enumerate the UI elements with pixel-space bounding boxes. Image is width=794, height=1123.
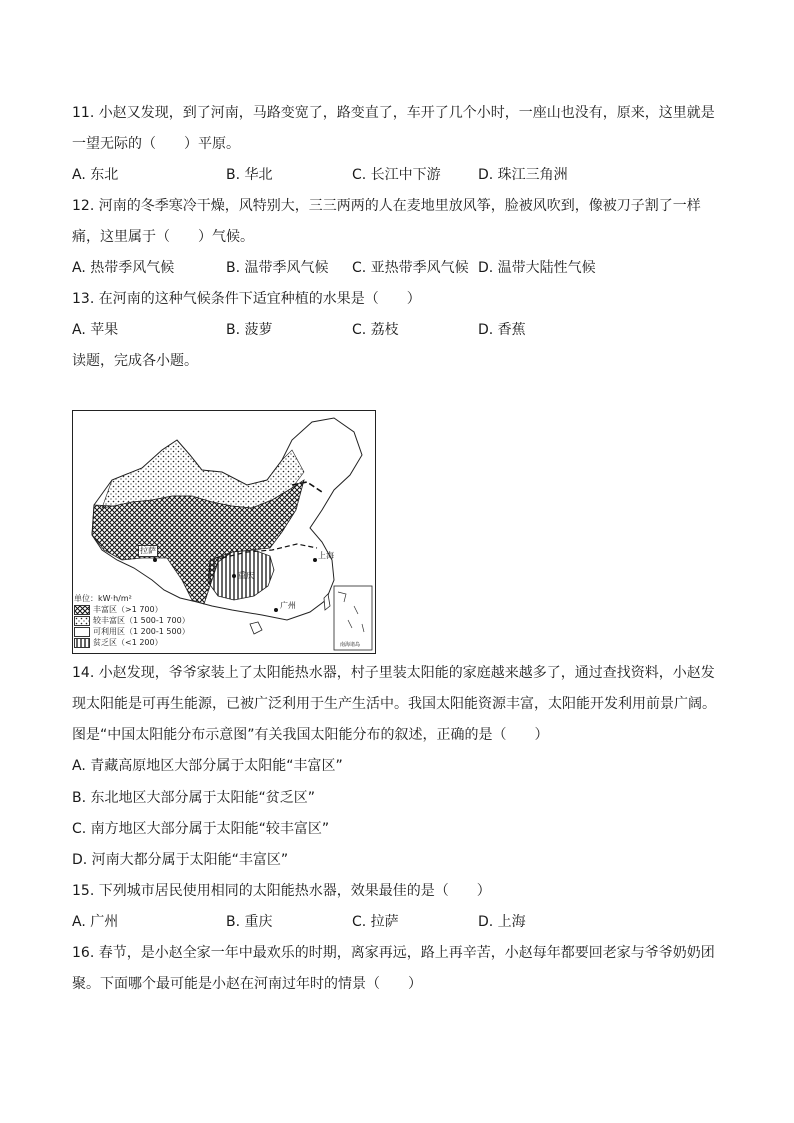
legend-swatch-cross bbox=[74, 605, 90, 615]
q13-stem: 13. 在河南的这种气候条件下适宜种植的水果是（ ） bbox=[72, 291, 421, 307]
q14-stem-line1: 14. 小赵发现，爷爷家装上了太阳能热水器，村子里装太阳能的家庭越来越多了，通过查找资料，小赵发 bbox=[72, 665, 715, 681]
legend-label-relatively-rich: 较丰富区（1 500-1 700） bbox=[93, 615, 190, 625]
lhasa-marker bbox=[153, 558, 157, 562]
legend-swatch-vlines bbox=[74, 638, 90, 648]
q13-option-b[interactable]: B. 菠萝 bbox=[226, 322, 273, 338]
q15-option-c[interactable]: C. 拉萨 bbox=[352, 914, 399, 930]
q14-stem-line2: 现太阳能是可再生能源，已被广泛利用于生产生活中。我国太阳能资源丰富，太阳能开发利用前景广阔。 bbox=[72, 696, 716, 712]
chongqing-label: 重庆 bbox=[238, 571, 254, 580]
legend-item-rich bbox=[74, 604, 190, 615]
map-legend bbox=[74, 594, 190, 648]
q15-option-d[interactable]: D. 上海 bbox=[478, 914, 526, 930]
q12-option-c[interactable]: C. 亚热带季风气候 bbox=[352, 260, 469, 276]
q15-option-b[interactable]: B. 重庆 bbox=[226, 914, 273, 930]
chongqing-marker bbox=[232, 574, 236, 578]
shanghai-label: 上海 bbox=[318, 551, 334, 560]
q14-option-c[interactable]: C. 南方地区大部分属于太阳能“较丰富区” bbox=[72, 821, 330, 837]
q14-stem-line3: 图是“中国太阳能分布示意图”有关我国太阳能分布的叙述，正确的是（ ） bbox=[72, 727, 549, 743]
q12-option-b[interactable]: B. 温带季风气候 bbox=[226, 260, 329, 276]
q11-option-b[interactable]: B. 华北 bbox=[226, 167, 273, 183]
q11-stem-line2: 一望无际的（ ）平原。 bbox=[72, 136, 240, 152]
q16-stem-line1: 16. 春节，是小赵全家一年中最欢乐的时期，离家再远，路上再辛苦，小赵每年都要回老家与爷爷奶奶团 bbox=[72, 945, 715, 961]
q11-option-a[interactable]: A. 东北 bbox=[72, 167, 119, 183]
q12-option-a[interactable]: A. 热带季风气候 bbox=[72, 260, 175, 276]
q11-stem-line1: 11. 小赵又发现，到了河南，马路变宽了，路变直了，车开了几个小时，一座山也没有，原来，这里就是 bbox=[72, 105, 715, 121]
legend-label-rich: 丰富区（>1 700） bbox=[93, 604, 163, 614]
guangzhou-label: 广州 bbox=[280, 601, 296, 610]
guangzhou-marker bbox=[274, 608, 278, 612]
legend-title: 单位：kW·h/m² bbox=[74, 594, 132, 603]
q13-option-d[interactable]: D. 香蕉 bbox=[478, 322, 526, 338]
legend-label-usable: 可利用区（1 200-1 500） bbox=[93, 626, 190, 636]
legend-swatch-dots bbox=[74, 616, 90, 626]
legend-item-usable bbox=[74, 626, 190, 637]
q13-option-a[interactable]: A. 苹果 bbox=[72, 322, 119, 338]
shanghai-marker bbox=[313, 558, 317, 562]
q14-option-a[interactable]: A. 青藏高原地区大部分属于太阳能“丰富区” bbox=[72, 758, 343, 774]
q14-option-d[interactable]: D. 河南大都分属于太阳能“丰富区” bbox=[72, 852, 289, 868]
q13-option-c[interactable]: C. 荔枝 bbox=[352, 322, 399, 338]
q11-option-c[interactable]: C. 长江中下游 bbox=[352, 167, 441, 183]
inset-label: 南海诸岛 bbox=[340, 642, 361, 648]
legend-swatch-blank bbox=[74, 627, 90, 637]
q16-stem-line2: 聚。下面哪个最可能是小赵在河南过年时的情景（ ） bbox=[72, 976, 422, 992]
legend-item-poor bbox=[74, 637, 190, 648]
legend-label-poor: 贫乏区（<1 200） bbox=[93, 637, 163, 647]
lhasa-label: 拉萨 bbox=[140, 546, 156, 555]
q11-option-d[interactable]: D. 珠江三角洲 bbox=[478, 167, 568, 183]
south-china-sea-inset bbox=[334, 586, 372, 650]
instruction-text: 读题，完成各小题。 bbox=[72, 353, 198, 369]
q15-option-a[interactable]: A. 广州 bbox=[72, 914, 119, 930]
q12-option-d[interactable]: D. 温带大陆性气候 bbox=[478, 260, 596, 276]
q14-option-b[interactable]: B. 东北地区大部分属于太阳能“贫乏区” bbox=[72, 790, 316, 806]
q12-stem-line1: 12. 河南的冬季寒冷干燥，风特别大，三三两两的人在麦地里放风筝，脸被风吹到，像被刀子割了一样 bbox=[72, 198, 701, 214]
q12-stem-line2: 痛，这里属于（ ）气候。 bbox=[72, 229, 254, 245]
q15-stem: 15. 下列城市居民使用相同的太阳能热水器，效果最佳的是（ ） bbox=[72, 883, 491, 899]
legend-item-relatively-rich bbox=[74, 615, 190, 626]
